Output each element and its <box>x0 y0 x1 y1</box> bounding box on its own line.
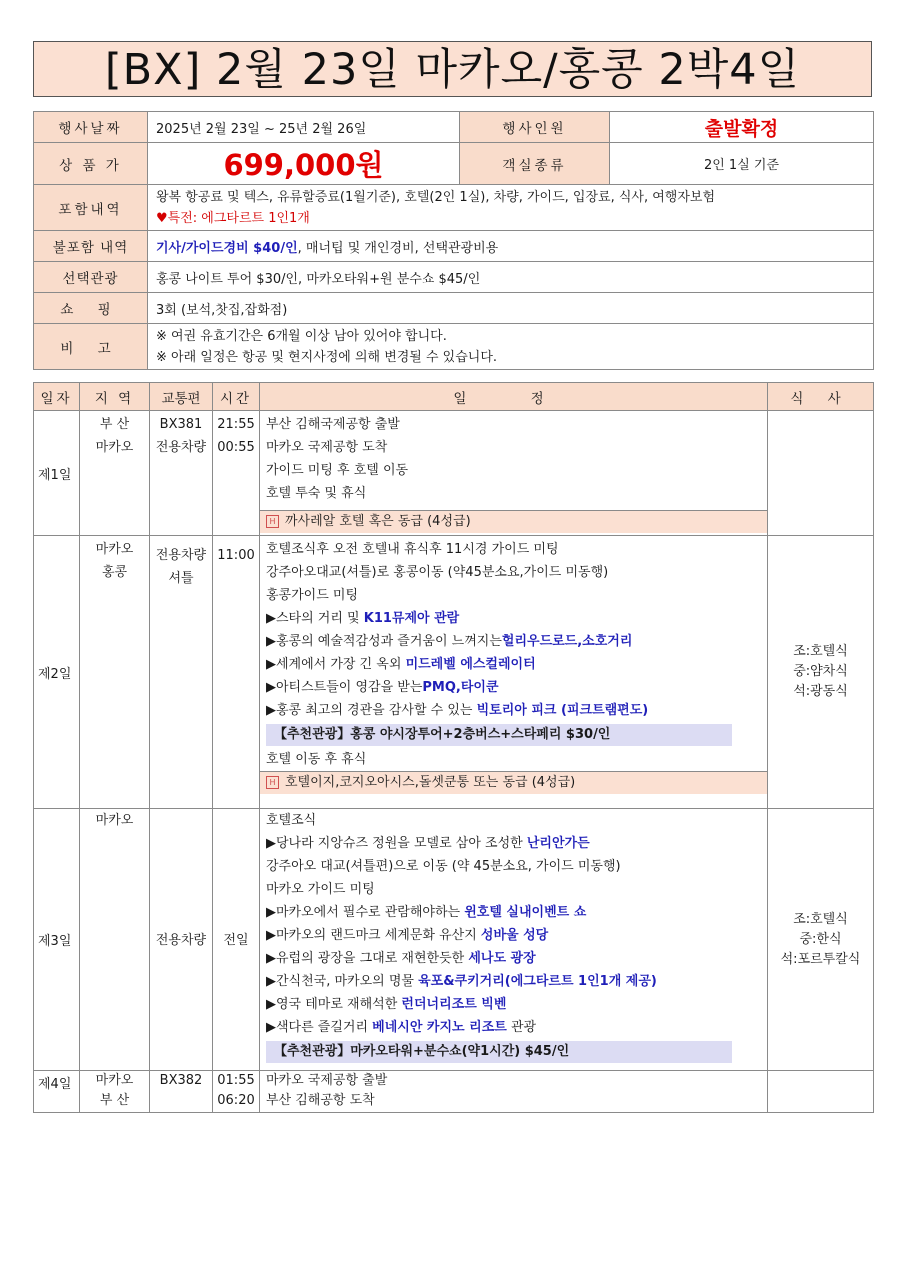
region: 부 산 <box>99 417 130 432</box>
price-label: 상 품 가 <box>34 143 148 185</box>
itinerary-line <box>266 970 767 993</box>
departure-confirmed-badge: 출발확정 <box>704 117 779 140</box>
itinerary-line <box>266 630 767 653</box>
info-table <box>33 111 874 370</box>
itinerary-line: 호텔 투숙 및 휴식 <box>266 486 367 501</box>
note-line: ※ 아래 일정은 항공 및 현지사정에 의해 변경될 수 있습니다. <box>156 349 498 365</box>
header-itinerary: 일 정 <box>260 383 768 411</box>
room-value: 2인 1실 기준 <box>610 143 874 185</box>
hotel-name: 호텔이지,코지오아시스,돌셋쿤통 또는 동급 (4성급) <box>285 775 576 790</box>
meal: 조:호텔식 <box>793 911 848 927</box>
line-text: ▶마카오의 랜드마크 세계문화 유산지 <box>266 928 481 943</box>
itinerary-line: 마카오 국제공항 도착 <box>266 440 388 455</box>
itinerary-line: 강주아오 대교(셔틀편)으로 이동 (약 45분소요, 가이드 미동행) <box>266 859 621 874</box>
itinerary-line: 마카오 가이드 미팅 <box>266 882 375 897</box>
itinerary-line: 호텔 이동 후 휴식 <box>266 752 367 767</box>
hotel-icon: H <box>266 776 279 789</box>
itinerary-line <box>266 947 767 970</box>
attraction-highlight: 난리안가든 <box>526 836 590 851</box>
shopping-value: 3회 (보석,찻집,잡화점) <box>148 293 874 324</box>
itinerary-line <box>266 924 767 947</box>
time: 06:20 <box>217 1093 255 1108</box>
line-text: ▶아티스트들이 영감을 받는 <box>266 680 423 695</box>
day-label: 제4일 <box>34 1071 80 1113</box>
itinerary-line <box>266 1016 767 1039</box>
line-text: ▶간식천국, 마카오의 명물 <box>266 974 419 989</box>
transport: 전용차량 <box>155 933 207 948</box>
time: 21:55 <box>217 417 255 432</box>
time: 01:55 <box>217 1073 255 1088</box>
recommended-tour: 【추천관광】마카오타워+분수쇼(약1시간) $45/인 <box>266 1041 732 1063</box>
hotel-row <box>260 771 767 794</box>
room-label: 객실종류 <box>460 143 610 185</box>
header-transport: 교통편 <box>150 383 213 411</box>
time: 11:00 <box>217 548 255 563</box>
hotel-name: 까사레알 호텔 혹은 동급 (4성급) <box>285 514 471 529</box>
attraction-highlight: 런더너리조트 빅벤 <box>401 997 507 1012</box>
region: 부 산 <box>99 1093 130 1108</box>
itinerary-line: 호텔조식후 오전 호텔내 휴식후 11시경 가이드 미팅 <box>266 542 559 557</box>
attraction-highlight: 빅토리아 피크 (피크트램편도) <box>476 703 649 718</box>
attraction-highlight: 세나도 광장 <box>468 951 536 966</box>
itinerary-line: 홍콩가이드 미팅 <box>266 588 359 603</box>
flight-number: BX382 <box>159 1073 203 1088</box>
line-text: ▶마카오에서 필수로 관람해야하는 <box>266 905 465 920</box>
time: 전일 <box>223 933 249 948</box>
include-benefit: ♥특전: 에그타르트 1인1개 <box>156 210 310 226</box>
line-text: ▶홍콩의 예술적감성과 즐거움이 느껴지는 <box>266 634 502 649</box>
itinerary-line <box>266 653 767 676</box>
itinerary-line: 마카오 국제공항 출발 <box>266 1073 388 1088</box>
line-text: ▶색다른 즐길거리 <box>266 1020 373 1035</box>
header-meal: 식 사 <box>768 383 874 411</box>
region: 마카오 <box>95 440 134 455</box>
line-text: ▶유럽의 광장을 그대로 재현한듯한 <box>266 951 469 966</box>
optional-label: 선택관광 <box>34 262 148 293</box>
transport: 셔틀 <box>168 571 194 586</box>
line-text: 관광 <box>506 1020 537 1035</box>
flight-number: BX381 <box>159 417 203 432</box>
meal: 석:광동식 <box>793 684 848 699</box>
recommended-tour: 【추천관광】홍콩 야시장투어+2층버스+스타페리 $30/인 <box>266 724 732 746</box>
day-label: 제3일 <box>34 809 80 1071</box>
itinerary-line: 호텔조식 <box>266 813 317 828</box>
itinerary-line <box>266 676 767 699</box>
attraction-highlight: 미드레벨 에스컬레이터 <box>405 657 536 672</box>
exclude-rest: , 매너팁 및 개인경비, 선택관광비용 <box>297 240 499 256</box>
exclude-label: 불포함 내역 <box>34 231 148 262</box>
itinerary-line: 강주아오대교(셔틀)로 홍콩이동 (약45분소요,가이드 미동행) <box>266 565 609 580</box>
date-value: 2025년 2월 23일 ~ 25년 2월 26일 <box>148 112 460 143</box>
itinerary-line <box>266 832 767 855</box>
date-label: 행사날짜 <box>34 112 148 143</box>
hotel-icon: H <box>266 515 279 528</box>
optional-value: 홍콩 나이트 투어 $30/인, 마카오타워+원 분수쇼 $45/인 <box>148 262 874 293</box>
attraction-highlight: PMQ,타이쿤 <box>422 680 499 695</box>
itinerary-line <box>266 699 767 722</box>
meal: 석:포르투칼식 <box>780 951 861 967</box>
region: 홍콩 <box>101 565 128 580</box>
attraction-highlight: 헐리우드로드,소호거리 <box>501 634 633 649</box>
people-label: 행사인원 <box>460 112 610 143</box>
region: 마카오 <box>95 542 134 557</box>
attraction-highlight: 윈호텔 실내이벤트 쇼 <box>464 905 587 920</box>
hotel-row <box>260 510 767 533</box>
itinerary-line: 가이드 미팅 후 호텔 이동 <box>266 463 409 478</box>
header-region: 지 역 <box>80 383 150 411</box>
note-line: ※ 여권 유효기간은 6개월 이상 남아 있어야 합니다. <box>156 328 447 344</box>
header-day: 일자 <box>34 383 80 411</box>
shopping-label: 쇼 핑 <box>34 293 148 324</box>
itinerary-line: 부산 김해공항 도착 <box>266 1093 375 1108</box>
transport: 전용차량 <box>155 548 207 563</box>
itinerary-line <box>266 607 767 630</box>
header-time: 시간 <box>213 383 260 411</box>
itinerary-line: 부산 김해국제공항 출발 <box>266 417 400 432</box>
time: 00:55 <box>217 440 255 455</box>
attraction-highlight: 베네시안 카지노 리조트 <box>372 1020 507 1035</box>
meal: 중:얌차식 <box>793 664 848 679</box>
page-title: [BX] 2월 23일 마카오/홍콩 2박4일 <box>33 41 872 97</box>
meal: 중:한식 <box>799 931 842 947</box>
include-line: 왕복 항공료 및 텍스, 유류할증료(1월기준), 호텔(2인 1실), 차량, 가이드, 입장료, 식사, 여행자보험 <box>156 189 716 205</box>
line-text: ▶스타의 거리 및 <box>266 611 364 626</box>
line-text: ▶영국 테마로 재해석한 <box>266 997 402 1012</box>
price-value: 699,000원 <box>223 148 384 182</box>
schedule-table <box>33 382 874 1113</box>
region: 마카오 <box>95 813 134 828</box>
include-label: 포함내역 <box>34 185 148 231</box>
line-text: ▶세계에서 가장 긴 옥외 <box>266 657 406 672</box>
attraction-highlight: 성바울 성당 <box>480 928 549 943</box>
attraction-highlight: K11뮤제아 관람 <box>363 611 460 626</box>
transport: 전용차량 <box>155 440 207 455</box>
note-label: 비 고 <box>34 324 148 370</box>
line-text: ▶당나라 지앙슈즈 정원을 모델로 삼아 조성한 <box>266 836 527 851</box>
day-label: 제1일 <box>34 411 80 536</box>
meal: 조:호텔식 <box>793 644 848 659</box>
line-text: ▶홍콩 최고의 경관을 감사할 수 있는 <box>266 703 477 718</box>
region: 마카오 <box>95 1073 134 1088</box>
itinerary-line <box>266 993 767 1016</box>
guide-fee-highlight: 기사/가이드경비 $40/인 <box>156 240 298 256</box>
day-label: 제2일 <box>34 536 80 809</box>
attraction-highlight: 육포&쿠키거리(에그타르트 1인1개 제공) <box>418 974 657 989</box>
itinerary-line <box>266 901 767 924</box>
